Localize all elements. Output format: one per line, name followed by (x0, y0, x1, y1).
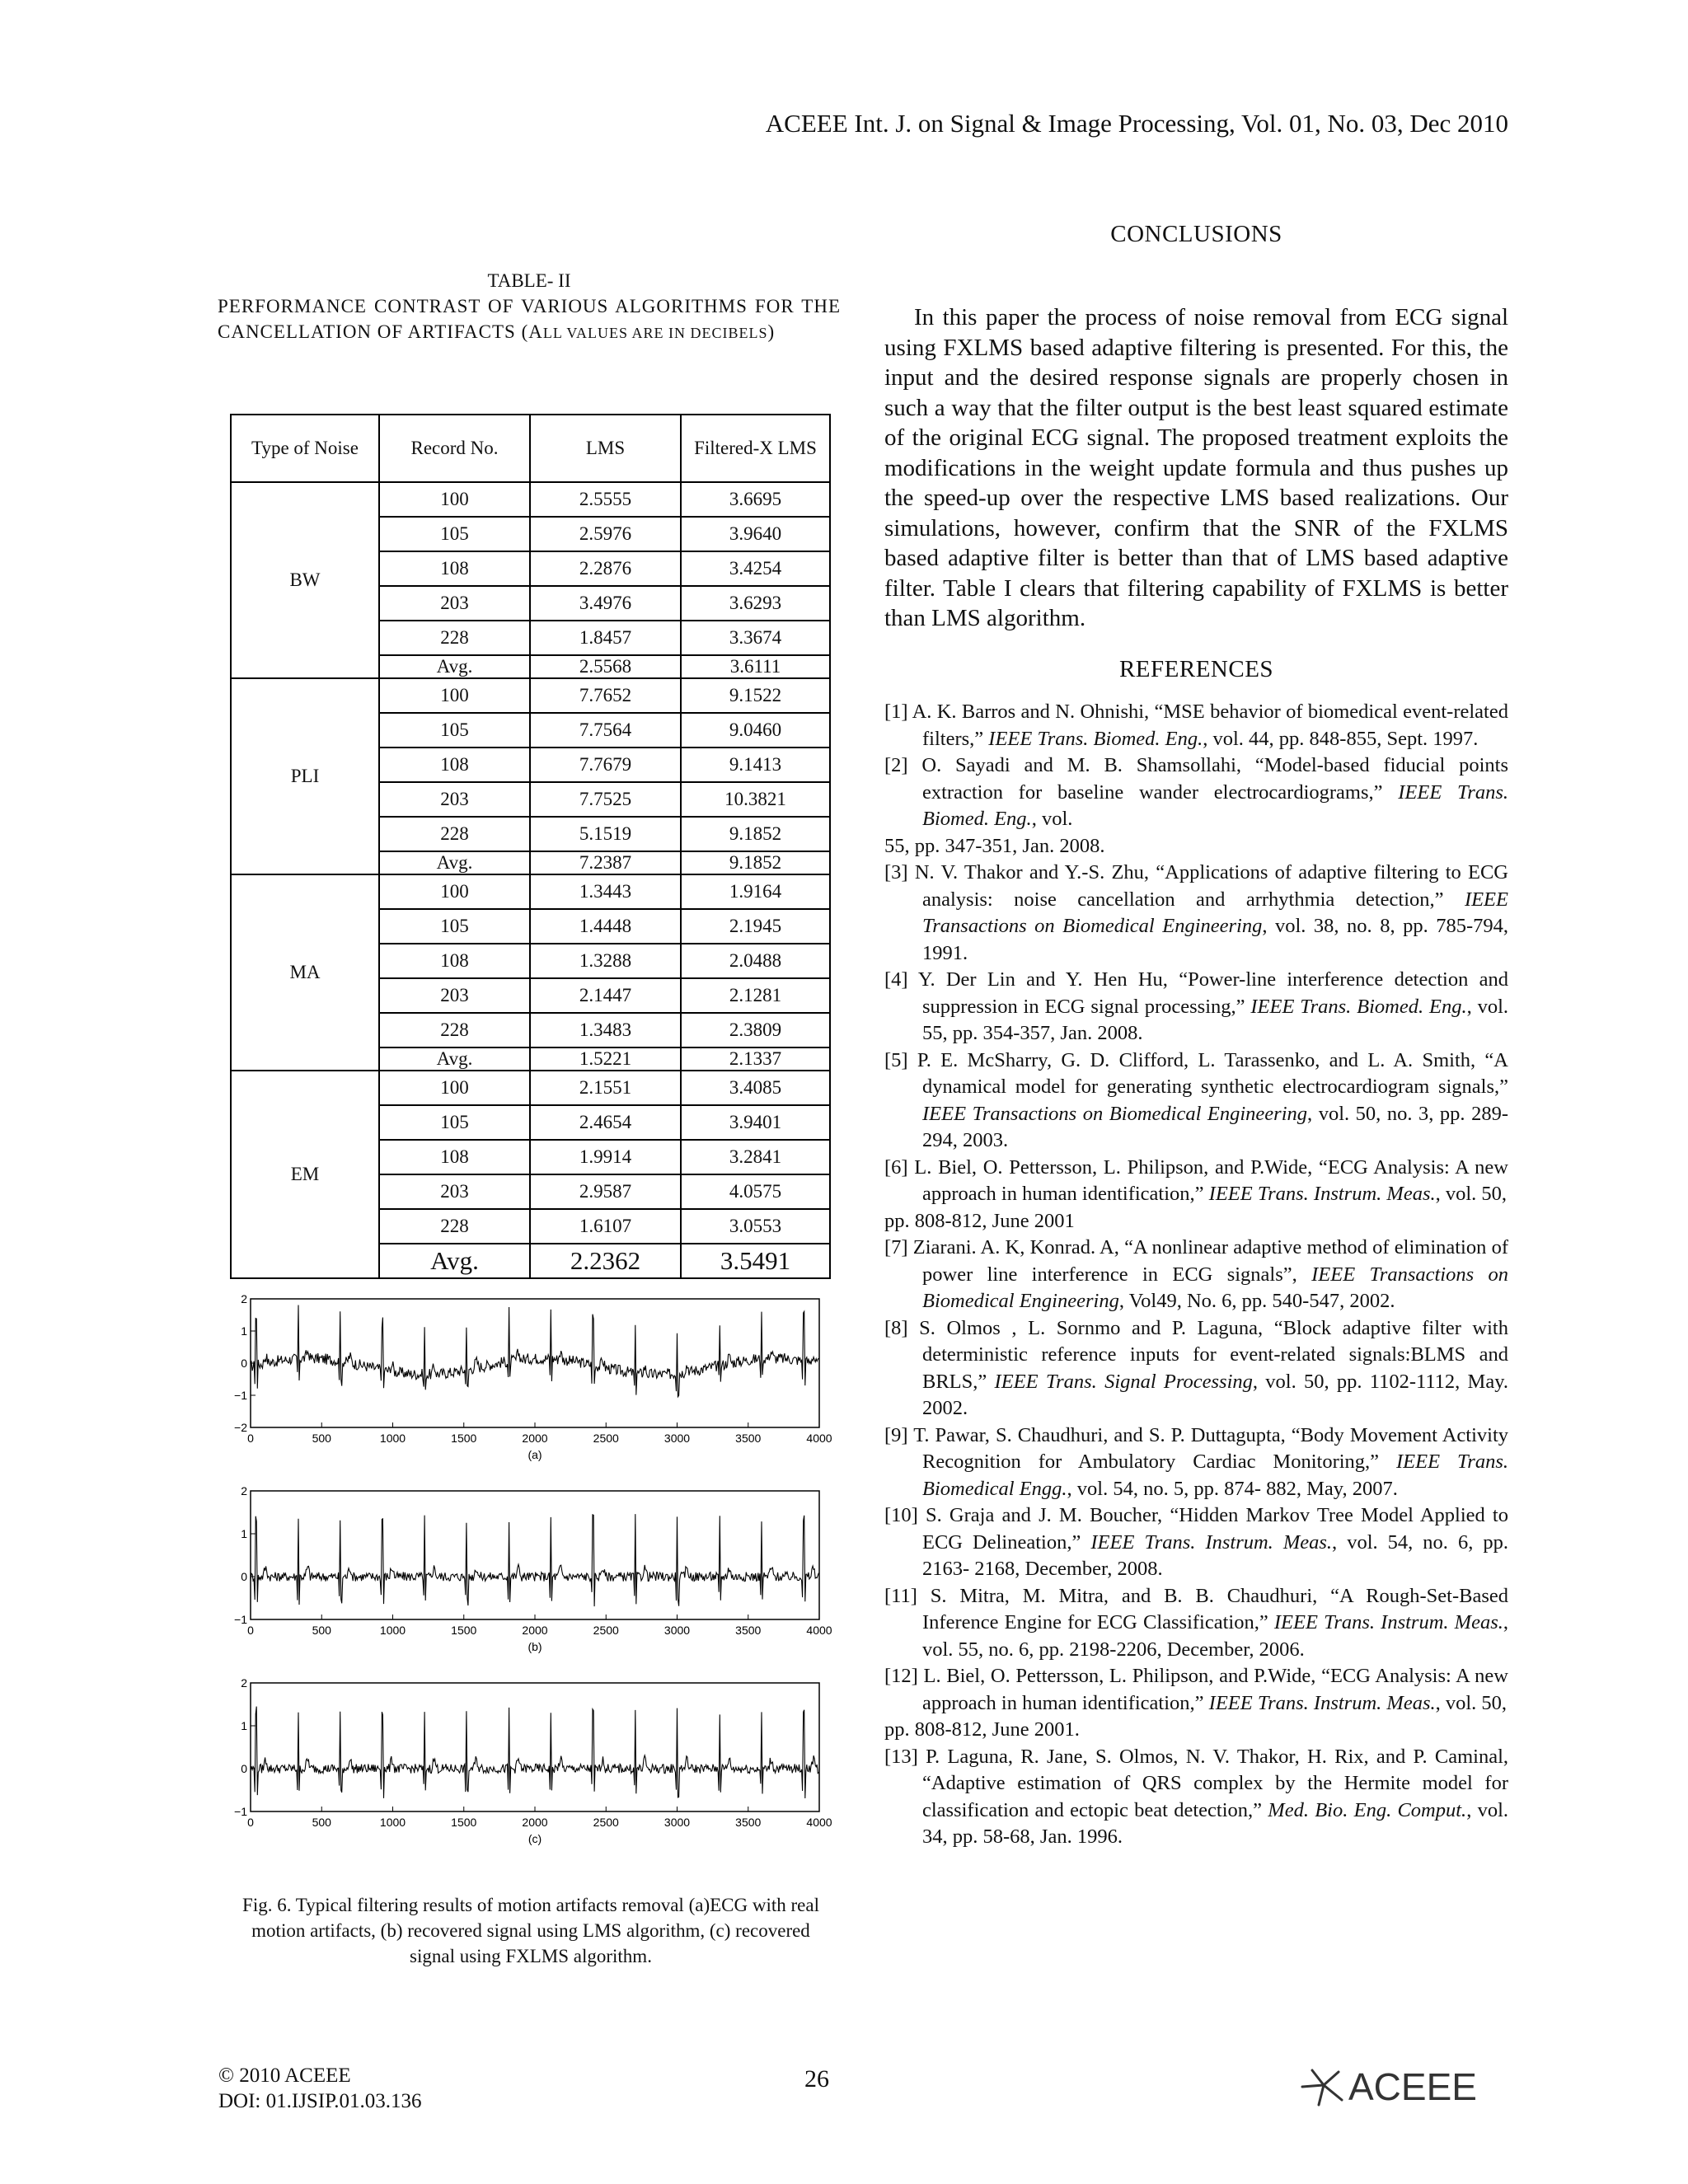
fxlms-cell: 4.0575 (681, 1174, 830, 1209)
lms-cell: 7.7652 (530, 678, 681, 713)
x-tick-label: 3000 (663, 1432, 691, 1445)
x-tick-label: 2000 (522, 1624, 548, 1637)
record-cell: 228 (379, 1209, 530, 1244)
lms-cell: 2.1447 (530, 978, 681, 1013)
panel-label: (b) (528, 1640, 542, 1653)
fxlms-cell: 2.1945 (681, 909, 830, 944)
lms-cell: 1.4448 (530, 909, 681, 944)
record-cell: 228 (379, 817, 530, 851)
conclusions-text: In this paper the process of noise removal from ECG signal using FXLMS based adaptive filtering is presented. For this, the input and the desired response signals are properly chosen in such a way that the filter output is the best least squared estimate of the original ECG signal. The proposed treatment exploits the modifications in the weight update formula and thus pushes up the speed-up over the respective LMS based realizations. Our simulations, however, confirm that the SNR of the FXLMS based adaptive filter is better than that of LMS based adaptive filter. Table I clears that filtering capability of FXLMS is better than LMS algorithm. (884, 304, 1508, 631)
record-cell: 100 (379, 1071, 530, 1105)
performance-table (230, 414, 831, 1279)
aceee-logo (1294, 2062, 1510, 2110)
noise-type-cell: BW (231, 482, 379, 678)
x-tick-label: 1000 (379, 1816, 406, 1829)
fxlms-cell: 3.2841 (681, 1140, 830, 1174)
record-cell: 203 (379, 782, 530, 817)
reference-item: [4] Y. Der Lin and Y. Hen Hu, “Power-line interference detection and suppression in ECG signal processing,” IEEE Trans. Biomed. Eng., vol. 55, pp. 354-357, Jan. 2008. (884, 968, 1508, 1044)
x-tick-label: 3500 (735, 1432, 762, 1445)
y-tick-label: 1 (241, 1719, 247, 1732)
record-cell: 105 (379, 713, 530, 748)
doi-text: DOI: 01.IJSIP.01.03.136 (218, 2090, 422, 2112)
record-cell: 203 (379, 1174, 530, 1209)
lms-cell: 1.3483 (530, 1013, 681, 1047)
record-cell: 108 (379, 1140, 530, 1174)
lms-cell: 7.7525 (530, 782, 681, 817)
plot-frame (251, 1491, 819, 1619)
noise-type-cell: PLI (231, 678, 379, 874)
x-tick-label: 1000 (379, 1432, 406, 1445)
fxlms-cell: 2.3809 (681, 1013, 830, 1047)
lms-cell: 2.5976 (530, 517, 681, 551)
lms-cell: 1.6107 (530, 1209, 681, 1244)
y-tick-label: 2 (241, 1292, 247, 1305)
star-icon (1302, 2070, 1342, 2105)
x-tick-label: 2000 (522, 1432, 548, 1445)
lms-cell: 7.2387 (530, 851, 681, 874)
x-tick-label: 500 (312, 1624, 331, 1637)
lms-cell: 1.3288 (530, 944, 681, 978)
x-tick-label: 500 (312, 1816, 331, 1829)
x-tick-label: 0 (247, 1624, 254, 1637)
copyright-text: © 2010 ACEEE (218, 2064, 351, 2087)
references-heading: REFERENCES (1118, 656, 1274, 682)
x-tick-label: 4000 (806, 1624, 832, 1637)
fxlms-cell: 3.4254 (681, 551, 830, 586)
x-tick-label: 2500 (593, 1816, 619, 1829)
reference-item: [3] N. V. Thakor and Y.-S. Zhu, “Applications of adaptive filtering to ECG analysis: noise cancellation and arrhythmia detection,” IEEE Transactions on Biomedical Engineering, vol. 38, no. 8, pp. 785-794, 1991. (884, 861, 1508, 964)
reference-item: [6] L. Biel, O. Pettersson, L. Philipson, and P.Wide, “ECG Analysis: A new approach in human identification,” IEEE Trans. Instrum. Meas., vol. 50, (884, 1155, 1508, 1205)
record-cell: 108 (379, 551, 530, 586)
x-tick-label: 0 (247, 1432, 254, 1445)
panel-label: (c) (528, 1832, 542, 1845)
x-tick-label: 0 (247, 1816, 254, 1829)
reference-item: [2] O. Sayadi and M. B. Shamsollahi, “Model-based fiducial points extraction for baseline wander electrocardiograms,” IEEE Trans. Biomed. Eng., vol. (884, 754, 1508, 830)
record-cell: Avg. (379, 1244, 530, 1278)
lms-cell: 1.5221 (530, 1047, 681, 1071)
table-header-row (231, 415, 830, 482)
header-filtered-x-lms: Filtered-X LMS (681, 415, 830, 482)
fxlms-cell: 9.1852 (681, 817, 830, 851)
x-tick-label: 3000 (663, 1624, 691, 1637)
fxlms-cell: 9.1852 (681, 851, 830, 874)
x-tick-label: 3000 (663, 1816, 691, 1829)
y-tick-label: 0 (241, 1357, 247, 1370)
x-tick-label: 2500 (593, 1432, 619, 1445)
record-cell: 105 (379, 909, 530, 944)
reference-item: [5] P. E. McSharry, G. D. Clifford, L. Tarassenko, and L. A. Smith, “A dynamical model for generating synthetic electrocardiogram signals,” IEEE Transactions on Biomedical Engineering, vol. 50, no. 3, pp. 289- 294, 2003. (884, 1048, 1508, 1151)
y-tick-label: 0 (241, 1570, 247, 1583)
reference-item: [12] L. Biel, O. Pettersson, L. Philipson, and P.Wide, “ECG Analysis: A new approach in human identification,” IEEE Trans. Instrum. Meas., vol. 50, (884, 1665, 1508, 1714)
logo-wordmark: ACEEE (1348, 2065, 1477, 2108)
noise-type-cell: MA (231, 874, 379, 1071)
fxlms-cell: 3.4085 (681, 1071, 830, 1105)
table-caption (218, 268, 841, 346)
y-tick-label: 0 (241, 1762, 247, 1775)
fxlms-cell: 2.1281 (681, 978, 830, 1013)
fxlms-cell: 10.3821 (681, 782, 830, 817)
record-cell: 203 (379, 978, 530, 1013)
panel-label: (a) (528, 1448, 542, 1461)
record-cell: 108 (379, 748, 530, 782)
fxlms-cell: 3.6293 (681, 586, 830, 621)
fxlms-cell: 3.9640 (681, 517, 830, 551)
record-cell: 105 (379, 1105, 530, 1140)
reference-item: [11] S. Mitra, M. Mitra, and B. B. Chaudhuri, “A Rough-Set-Based Inference Engine for ECG Classification,” IEEE Trans. Instrum. Meas., vol. 55, no. 6, pp. 2198-2206, December, 2006. (884, 1584, 1508, 1661)
reference-item: [7] Ziarani. A. K, Konrad. A, “A nonlinear adaptive method of elimination of power line interference in ECG signals”, IEEE Transactions on Biomedical Engineering, Vol49, No. 6, pp. 540-547, 2002. (884, 1236, 1508, 1312)
noise-type-cell: EM (231, 1071, 379, 1278)
fxlms-cell: 2.1337 (681, 1047, 830, 1071)
lms-cell: 2.9587 (530, 1174, 681, 1209)
record-cell: 100 (379, 482, 530, 517)
lms-cell: 2.2876 (530, 551, 681, 586)
fxlms-cell: 3.3674 (681, 621, 830, 655)
y-tick-label: −1 (234, 1613, 247, 1626)
lms-cell: 1.9914 (530, 1140, 681, 1174)
lms-cell: 3.4976 (530, 586, 681, 621)
references-list (884, 699, 1508, 1851)
record-cell: Avg. (379, 851, 530, 874)
header-lms: LMS (530, 415, 681, 482)
reference-item: 55, pp. 347-351, Jan. 2008. (884, 834, 1105, 857)
lms-cell: 5.1519 (530, 817, 681, 851)
y-tick-label: 2 (241, 1676, 247, 1690)
ecg-series-line (251, 1707, 818, 1798)
record-cell: Avg. (379, 655, 530, 678)
table-row (231, 482, 830, 517)
table-row (231, 1071, 830, 1105)
reference-item: [8] S. Olmos , L. Sornmo and P. Laguna, “Block adaptive filter with deterministic reference inputs for event-related signals:BLMS and BRLS,” IEEE Trans. Signal Processing, vol. 50, pp. 1102-1112, May. 2002. (884, 1316, 1508, 1419)
reference-item: pp. 808-812, June 2001 (884, 1209, 1075, 1232)
conclusions-heading: CONCLUSIONS (1110, 221, 1282, 247)
x-tick-label: 4000 (806, 1816, 832, 1829)
record-cell: 228 (379, 1013, 530, 1047)
x-tick-label: 1500 (451, 1624, 477, 1637)
record-cell: Avg. (379, 1047, 530, 1071)
fxlms-cell: 3.6695 (681, 482, 830, 517)
x-tick-label: 3500 (735, 1816, 762, 1829)
ecg-series-line (251, 1514, 818, 1606)
header-noise-type: Type of Noise (231, 415, 379, 482)
lms-cell: 7.7679 (530, 748, 681, 782)
reference-item: [10] S. Graja and J. M. Boucher, “Hidden Markov Tree Model Applied to ECG Delineation,” IEEE Trans. Instrum. Meas., vol. 54, no. 6, pp. 2163- 2168, December, 2008. (884, 1504, 1508, 1580)
reference-item: [13] P. Laguna, R. Jane, S. Olmos, N. V. Thakor, H. Rix, and P. Caminal, “Adaptive estimation of QRS complex by the Hermite model for classification and ectopic beat detection,” Med. Bio. Eng. Comput., vol. 34, pp. 58-68, Jan. 1996. (884, 1745, 1509, 1848)
record-cell: 105 (379, 517, 530, 551)
plot-frame (251, 1683, 819, 1811)
lms-cell: 2.4654 (530, 1105, 681, 1140)
lms-cell: 2.5555 (530, 482, 681, 517)
y-tick-label: −2 (234, 1421, 247, 1434)
record-cell: 108 (379, 944, 530, 978)
record-cell: 100 (379, 678, 530, 713)
x-tick-label: 4000 (806, 1432, 832, 1445)
ecg-plot-c (232, 1676, 832, 1851)
lms-cell: 1.8457 (530, 621, 681, 655)
ecg-plot-b (232, 1484, 832, 1659)
page-number: 26 (804, 2065, 829, 2093)
fxlms-cell: 9.1522 (681, 678, 830, 713)
x-tick-label: 2500 (593, 1624, 619, 1637)
table-number: TABLE- II (487, 270, 571, 291)
fxlms-cell: 9.0460 (681, 713, 830, 748)
lms-cell: 2.2362 (530, 1244, 681, 1278)
figure-caption: Fig. 6. Typical filtering results of motion artifacts removal (a)ECG with real motion artifacts, (b) recovered signal using LMS algorithm, (c) recovered signal using FXLMS algorithm. (242, 1895, 819, 1966)
x-tick-label: 1500 (451, 1816, 477, 1829)
x-tick-label: 1000 (379, 1624, 406, 1637)
y-tick-label: 2 (241, 1484, 247, 1497)
y-tick-label: −1 (234, 1805, 247, 1818)
record-cell: 228 (379, 621, 530, 655)
fxlms-cell: 2.0488 (681, 944, 830, 978)
reference-item: [1] A. K. Barros and N. Ohnishi, “MSE behavior of biomedical event-related filters,” IEEE Trans. Biomed. Eng., vol. 44, pp. 848-855, Sept. 1997. (884, 701, 1508, 750)
ecg-plot-a (232, 1292, 832, 1467)
ecg-series-line (251, 1305, 818, 1397)
x-tick-label: 500 (312, 1432, 331, 1445)
fxlms-cell: 3.6111 (681, 655, 830, 678)
x-tick-label: 1500 (451, 1432, 477, 1445)
lms-cell: 2.5568 (530, 655, 681, 678)
footer-copyright (218, 2063, 422, 2114)
lms-cell: 1.3443 (530, 874, 681, 909)
fxlms-cell: 9.1413 (681, 748, 830, 782)
x-tick-label: 2000 (522, 1816, 548, 1829)
x-tick-label: 3500 (735, 1624, 762, 1637)
record-cell: 100 (379, 874, 530, 909)
y-tick-label: 1 (241, 1527, 247, 1540)
fxlms-cell: 3.9401 (681, 1105, 830, 1140)
table-row (231, 874, 830, 909)
lms-cell: 7.7564 (530, 713, 681, 748)
reference-item: pp. 808-812, June 2001. (884, 1718, 1080, 1741)
y-tick-label: −1 (234, 1389, 247, 1402)
record-cell: 203 (379, 586, 530, 621)
table-title: PERFORMANCE CONTRAST OF VARIOUS ALGORITHMS FOR THE CANCELLATION OF ARTIFACTS (ALL VALUES ARE IN DECIBELS) (218, 296, 841, 342)
table-row (231, 678, 830, 713)
header-record-no: Record No. (379, 415, 530, 482)
lms-cell: 2.1551 (530, 1071, 681, 1105)
fxlms-cell: 1.9164 (681, 874, 830, 909)
y-tick-label: 1 (241, 1324, 247, 1338)
fxlms-cell: 3.5491 (681, 1244, 830, 1278)
fxlms-cell: 3.0553 (681, 1209, 830, 1244)
running-header: ACEEE Int. J. on Signal & Image Processing, Vol. 01, No. 03, Dec 2010 (765, 109, 1508, 138)
reference-item: [9] T. Pawar, S. Chaudhuri, and S. P. Duttagupta, “Body Movement Activity Recognition for Ambulatory Cardiac Monitoring,” IEEE Trans. Biomedical Engg., vol. 54, no. 5, pp. 874- 882, May, 2007. (884, 1423, 1508, 1500)
